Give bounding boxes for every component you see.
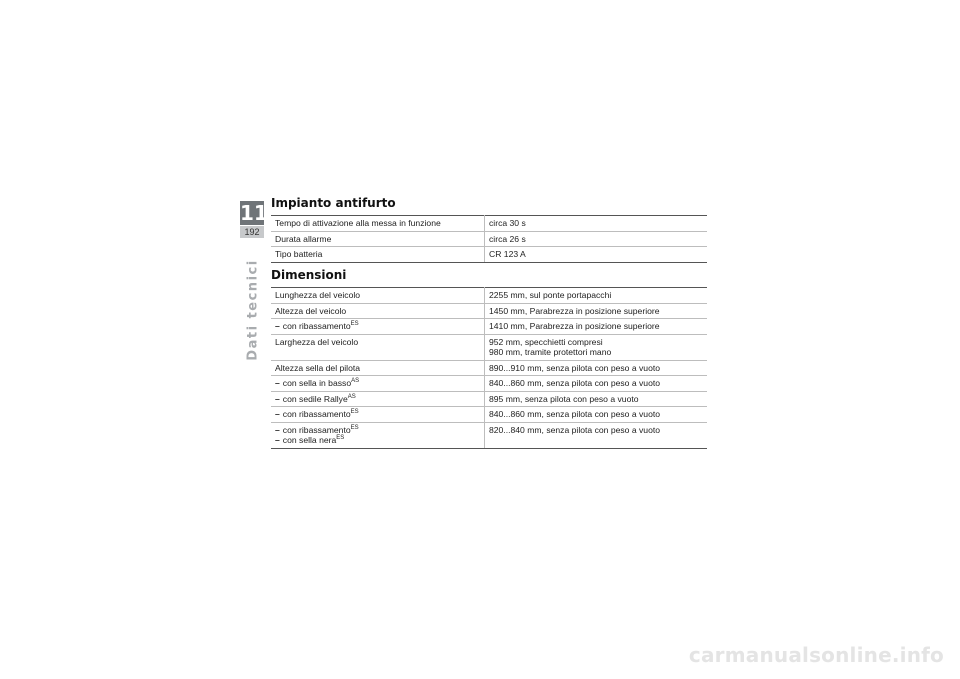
variant-superscript: AS [347,393,356,400]
chapter-number: 11 [240,201,268,225]
watermark-text: carmanualsonline.info [688,643,944,667]
row-value: circa 26 s [485,231,708,247]
row-label: con ribassamento [282,424,351,435]
table-row [271,216,707,232]
variant-superscript: AS [351,378,360,384]
row-label-line [275,435,480,446]
table-row [271,422,707,448]
row-value: 820...840 mm, senza pilota con peso a vuoto [485,422,708,448]
table-row [271,303,707,319]
row-value: 952 mm, specchietti compresi [489,336,603,347]
table-row [271,231,707,247]
row-value-second: 980 mm, tramite protettori mano [489,347,612,357]
dash-marker: – [275,424,280,435]
variant-superscript: ES [350,409,359,415]
row-label: Altezza del veicolo [271,303,485,319]
table-row [271,247,707,263]
dash-marker: – [275,321,280,331]
row-label-group [271,407,485,423]
table-row [271,288,707,304]
row-value-group [485,334,708,360]
section-title: Impianto antifurto [271,196,396,210]
chapter-side-title: Dati tecnici [245,259,261,361]
row-label: con sella in basso [282,378,352,388]
row-label-group [271,422,485,448]
row-label-group [271,319,485,335]
variant-superscript: ES [350,321,359,327]
dash-marker: – [275,435,280,445]
section-dimensioni [271,268,698,449]
spec-table-antifurto [271,215,707,263]
row-label: Durata allarme [271,231,485,247]
table-row [271,319,707,335]
row-value: circa 30 s [485,216,708,232]
row-label: con sedile Rallye [282,393,348,404]
section-impianto-antifurto [271,196,698,263]
chapter-tab [240,201,268,238]
row-label-group [271,391,485,407]
row-label: Lunghezza del veicolo [271,288,485,304]
row-label: Tempo di attivazione alla messa in funzione [271,216,485,232]
table-row [271,391,707,407]
dash-marker: – [275,393,280,404]
row-value: 840...860 mm, senza pilota con peso a vuoto [485,376,708,392]
page-number: 192 [240,226,264,238]
dash-marker: – [275,409,280,419]
table-row [271,376,707,392]
table-row [271,360,707,376]
row-label: Tipo batteria [271,247,485,263]
variant-superscript: ES [336,435,345,441]
row-value: 840...860 mm, senza pilota con peso a vuoto [485,407,708,423]
row-value: 895 mm, senza pilota con peso a vuoto [485,391,708,407]
table-row [271,407,707,423]
spec-table-dimensioni [271,287,707,449]
row-value: 890...910 mm, senza pilota con peso a vuoto [485,360,708,376]
row-label: con ribassamento [282,321,351,331]
row-value: CR 123 A [485,247,708,263]
row-label: Larghezza del veicolo [271,334,485,360]
dash-marker: – [275,378,280,388]
row-value: 1410 mm, Parabrezza in posizione superiore [485,319,708,335]
row-label: con ribassamento [282,409,351,419]
row-value: 2255 mm, sul ponte portapacchi [485,288,708,304]
row-value: 1450 mm, Parabrezza in posizione superiore [485,303,708,319]
row-label-second: con sella nera [282,435,337,445]
section-title: Dimensioni [271,268,347,282]
variant-superscript: ES [350,424,359,431]
table-row [271,334,707,360]
row-label-line [275,425,480,436]
row-label: Altezza sella del pilota [271,360,485,376]
row-label-group [271,376,485,392]
